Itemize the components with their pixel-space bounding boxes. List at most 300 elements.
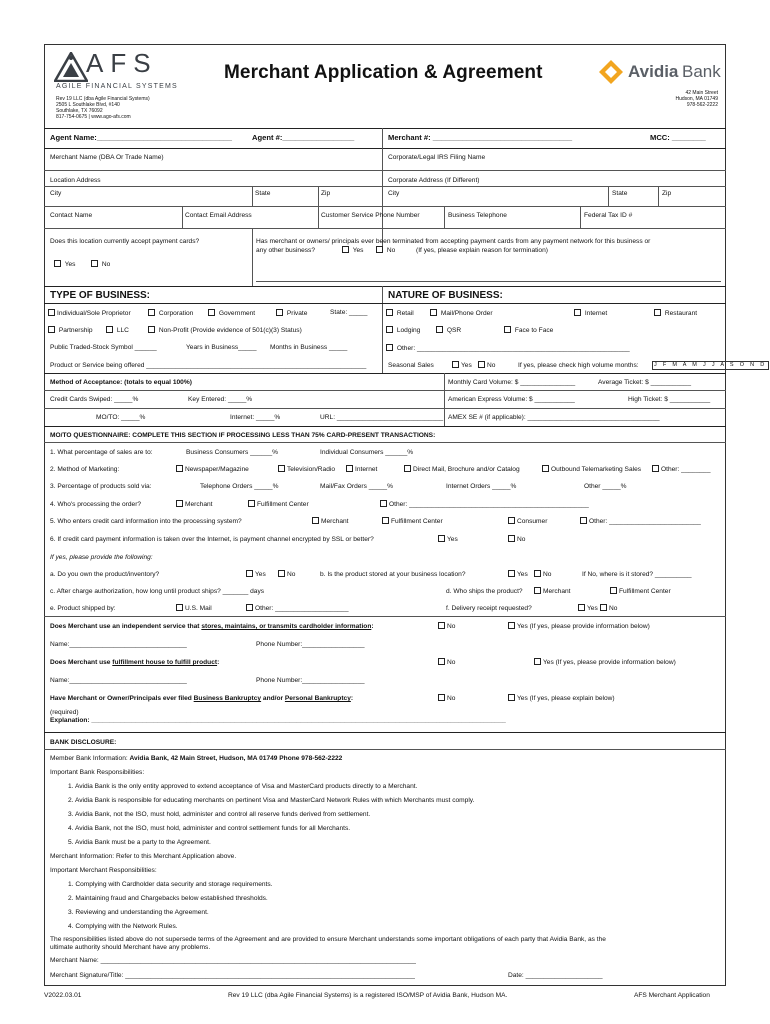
divider [44,148,726,149]
merchant-information: Merchant Information: Refer to this Merchant Application above. [50,853,237,860]
partnership-option[interactable] [48,326,93,335]
divider [44,442,726,443]
nature-of-business-header: NATURE OF BUSINESS: [388,290,503,301]
checkbox[interactable] [246,570,253,577]
q5-label: 5. Who enters credit card information into the processing system? [50,518,242,525]
divider [44,373,726,374]
q2-label: 2. Method of Marketing: [50,466,120,473]
divider [44,286,726,287]
q2-other[interactable] [652,465,711,474]
divider [608,186,609,206]
checkbox[interactable] [278,465,285,472]
label: Yes (If yes, please explain below) [517,695,615,702]
checkbox[interactable] [106,326,113,333]
label: Other: ________ [661,466,711,473]
text: and/or [261,695,285,702]
checkbox[interactable] [386,309,393,316]
q3-mail-fax[interactable]: Mail/Fax Orders _____% [320,483,393,490]
checkbox[interactable] [278,570,285,577]
label: Yes (If yes, please provide information below) [543,659,676,666]
restaurant-option[interactable] [654,309,697,318]
q2-internet[interactable] [346,465,377,474]
divider [318,186,319,206]
label: Individual/Sole Proprietor [57,310,131,317]
divider [382,148,383,248]
agent-number-field[interactable]: Agent #:_________________ [252,133,355,142]
qc-field[interactable]: c. After charge authorization, how long until product ships? _______ days [50,588,265,595]
q3-telephone[interactable]: Telephone Orders _____% [200,483,279,490]
checkbox[interactable] [508,570,515,577]
footer-center-text: Rev 19 LLC (dba Agile Financial Systems) is a registered ISO/MSP of Avidia Bank, Hudson MA. [228,992,508,999]
months-in-business-field[interactable]: Months in Business _____ [270,344,348,351]
product-service-field[interactable]: Product or Service being offered ____________________________________________________________ [50,362,367,369]
qb-yes[interactable] [508,570,528,579]
qa-label: a. Do you own the product/inventory? [50,571,160,578]
label: QSR [446,327,462,334]
amex-volume-field[interactable]: American Express Volume: $ ___________ [448,396,575,403]
accept-no-option[interactable] [91,260,110,269]
merchant-name-field[interactable]: Merchant Name (DBA Or Trade Name) [50,154,164,161]
divider [658,186,659,206]
checkbox[interactable] [208,309,215,316]
fulfillment-question [50,659,219,667]
merchant-item-4: 4. Complying with the Network Rules. [68,923,178,930]
label: Fulfillment Center [391,518,443,525]
divider [44,732,726,733]
avidia-name: Avidia [628,62,679,81]
application-page [44,44,767,1024]
label: No [517,536,526,543]
divider [252,186,253,206]
bankruptcy-no[interactable] [438,694,455,703]
q5-consumer[interactable] [508,517,547,526]
qb-label: b. Is the product stored at your business location? [320,571,466,578]
text: : [350,695,354,702]
label: Lodging [396,327,421,334]
checkbox[interactable] [148,326,155,333]
individual-option[interactable] [48,309,131,318]
label: Mail/Phone Order [440,310,493,317]
q4-fulfillment[interactable] [248,500,309,509]
checkbox[interactable] [574,309,581,316]
checkbox[interactable] [246,604,253,611]
checkbox[interactable] [276,309,283,316]
seasonal-no-option[interactable] [478,361,495,370]
label: Other: _________________________________________________ [389,501,589,508]
contact-email-field[interactable]: Contact Email Address [185,212,252,219]
label: No [447,659,456,666]
label: Merchant [543,588,571,595]
terminated-no-option[interactable] [376,246,395,255]
label: No [609,605,618,612]
checkbox[interactable] [438,694,445,701]
label: Merchant [321,518,349,525]
afs-brand: AFS [86,48,158,78]
footer-right-text: AFS Merchant Application [634,992,710,999]
q4-other[interactable] [380,500,589,509]
label: LLC [116,327,129,334]
checkbox[interactable] [508,517,515,524]
q4-merchant[interactable] [176,500,213,509]
state-field[interactable]: State [255,190,271,197]
divider [44,228,726,229]
member-bank-info [50,755,342,763]
merchant-item-2: 2. Maintaining fraud and Chargebacks below established thresholds. [68,895,268,902]
text: fulfillment house to fulfill product [112,659,218,666]
checkbox[interactable] [542,465,549,472]
independent-name-field[interactable]: Name:________________________________ [50,641,187,648]
other-option[interactable] [386,344,630,353]
merchant-name-sign-field[interactable]: Merchant Name: ______________________________________________________________________________________ [50,957,416,964]
divider [182,206,183,228]
agent-name-field[interactable]: Agent Name:________________________________ [50,133,232,142]
checkbox[interactable] [346,465,353,472]
contact-name-field[interactable]: Contact Name [50,212,93,219]
method-of-acceptance-label: Method of Acceptance: (totals to equal 100%) [50,379,192,386]
merchant-number-field[interactable]: Merchant #: _________________________________ [388,133,573,142]
label: No [447,623,456,630]
label: Partnership [58,327,93,334]
checkbox[interactable] [176,465,183,472]
checkbox[interactable] [91,260,98,267]
divider [44,616,726,617]
afs-logo-icon [54,52,88,82]
label: No [543,571,552,578]
merchant-responsibilities-header: Important Merchant Responsibilities: [50,867,157,874]
q1-individual[interactable]: Individual Consumers ______% [320,449,414,456]
label: No [447,695,456,702]
qd-fulfillment[interactable] [610,587,671,596]
divider [44,390,726,391]
divider [44,170,726,171]
checkbox[interactable] [380,500,387,507]
nonprofit-option[interactable] [148,326,302,335]
merchant-item-3: 3. Reviewing and understanding the Agreement. [68,909,209,916]
label: Other: ____________________ [255,605,349,612]
bank-address-2: Hudson, MA 01749 [675,96,718,102]
q6-label: 6. If credit card payment information is taken over the Internet, is payment channel encrypted by SSL or better? [50,536,374,543]
q6-yes[interactable] [438,535,458,544]
q3-internet[interactable]: Internet Orders _____% [446,483,517,490]
checkbox[interactable] [148,309,155,316]
checkbox[interactable] [386,344,393,351]
type-of-business-header: TYPE OF BUSINESS: [50,290,151,301]
seasonal-sales-label: Seasonal Sales [388,362,434,369]
q1-business[interactable]: Business Consumers ______% [186,449,278,456]
zip-field[interactable]: Zip [321,190,331,197]
city-field[interactable]: City [50,190,62,197]
checkbox[interactable] [438,622,445,629]
qe-mail[interactable] [176,604,212,613]
checkbox[interactable] [382,517,389,524]
qf-no[interactable] [600,604,617,613]
corporation-option[interactable] [148,309,193,318]
bank-item-1: 1. Avidia Bank is the only entity approved to extend acceptance of Visa and MasterCard products directly to a Merchant. [68,783,418,790]
afs-address-1: Rev 19 LLC (dba Agile Financial Systems) [56,96,150,102]
checkbox[interactable] [534,570,541,577]
bank-responsibilities-header: Important Bank Responsibilities: [50,769,145,776]
label: U.S. Mail [185,605,212,612]
avidia-logo-icon [598,59,624,85]
checkbox[interactable] [534,587,541,594]
qf-label: f. Delivery receipt requested? [446,605,532,612]
qa-yes[interactable] [246,570,266,579]
q1-label: 1. What percentage of sales are to: [50,449,153,456]
checkbox[interactable] [578,604,585,611]
divider [252,228,253,286]
qf-yes[interactable] [578,604,598,613]
label: Yes [461,362,472,369]
private-option[interactable] [276,309,307,318]
checkbox[interactable] [438,535,445,542]
high-ticket-field[interactable]: High Ticket: $ ___________ [628,396,711,403]
divider [44,408,726,409]
independent-service-question [50,623,374,631]
qe-other[interactable] [246,604,349,613]
qd-merchant[interactable] [534,587,571,596]
internet-option[interactable] [574,309,607,318]
location-address-field[interactable]: Location Address [50,177,101,184]
checkbox[interactable] [580,517,587,524]
page-title: Merchant Application & Agreement [224,62,543,83]
text: stores, maintains, or transmits cardholder information [201,623,372,630]
amex-se-field[interactable]: AMEX SE # (if applicable): ____________________________________ [448,414,660,421]
terminated-question: Has merchant or owners/ principals ever been terminated from accepting payment cards from any payment network for this business or [256,238,651,245]
label: Internet [584,310,608,317]
checkbox[interactable] [504,326,511,333]
federal-tax-id-field[interactable]: Federal Tax ID # [584,212,633,219]
checkbox[interactable] [342,246,349,253]
if-yes-note: If yes, please provide the following: [50,554,153,561]
checkbox[interactable] [176,604,183,611]
keyed-field[interactable]: Key Entered: _____% [188,396,253,403]
corporate-address-field[interactable]: Corporate Address (If Different) [388,177,480,184]
text: : [371,623,374,630]
label: Direct Mail, Brochure and/or Catalog [413,466,520,473]
moto-header: MO/TO QUESTIONNAIRE: COMPLETE THIS SECTION IF PROCESSING LESS THAN 75% CARD-PRESENT TRANSACTIONS: [50,432,436,439]
text: : [217,659,220,666]
divider [44,749,726,750]
label: Yes [517,571,528,578]
merchant-item-1: 1. Complying with Cardholder data security and storage requirements. [68,881,273,888]
checkbox[interactable] [478,361,485,368]
checkbox[interactable] [54,260,61,267]
fulfillment-name-field[interactable]: Name:________________________________ [50,677,187,684]
fulfillment-no[interactable] [438,658,455,667]
label: Private [286,310,308,317]
bank-address-3: 978-562-2222 [686,102,718,108]
qb-where-field[interactable]: If No, where is it stored? __________ [582,571,692,578]
afs-subtitle: AGILE FINANCIAL SYSTEMS [56,83,178,90]
label: No [287,571,296,578]
terminated-yes-option[interactable] [342,246,363,255]
label: Corporation [158,310,194,317]
fulfillment-phone-field[interactable]: Phone Number:_________________ [256,677,365,684]
checkbox[interactable] [376,246,383,253]
moto-field[interactable]: MO/TO: _____% [96,414,146,421]
closing-text-2: ultimate authority should Merchant have any problems. [50,944,211,951]
label: Television/Radio [287,466,336,473]
checkbox[interactable] [430,309,437,316]
q2-tv-radio[interactable] [278,465,335,474]
divider [318,206,319,228]
explain-line[interactable] [256,281,721,282]
independent-no[interactable] [438,622,455,631]
label: Fulfillment Center [257,501,309,508]
qe-label: e. Product shipped by: [50,605,116,612]
divider [44,303,726,304]
q2-direct-mail[interactable] [404,465,520,474]
mcc-field[interactable]: MCC: ________ [650,133,706,142]
seasonal-note: If yes, please check high volume months: [518,362,639,369]
closing-text-1: The responsibilities listed above do not supersede terms of the Agreement and are provided to ensure Merchant understands some important obligations of each party that Avidia Bank, as the [50,936,606,943]
checkbox[interactable] [48,326,55,333]
date-field[interactable]: Date: _____________________ [508,972,603,979]
label: Yes [587,605,598,612]
public-traded-field[interactable]: Public Traded-Stock Symbol ______ [50,344,157,351]
terminated-question-2: any other business? [256,247,316,254]
checkbox[interactable] [508,694,515,701]
url-field[interactable]: URL: _____________________________ [320,414,444,421]
face-to-face-option[interactable] [504,326,553,335]
text: Avidia Bank, 42 Main Street, Hudson, MA 01749 Phone 978-562-2222 [129,755,343,762]
terminated-note: (If yes, please explain reason for termination) [416,247,548,254]
text: Member Bank Information: [50,755,130,762]
label: Internet [355,466,378,473]
checkbox[interactable] [654,309,661,316]
qa-no[interactable] [278,570,295,579]
yes-label: Yes [352,247,364,254]
divider [580,206,581,228]
bank-item-5: 5. Avidia Bank must be a party to the Agreement. [68,839,211,846]
checkbox[interactable] [312,517,319,524]
lodging-option[interactable] [386,326,420,335]
label: No [487,362,496,369]
q5-merchant[interactable] [312,517,349,526]
label: Government [218,310,256,317]
checkbox[interactable] [404,465,411,472]
yes-label: Yes [64,261,76,268]
average-ticket-field[interactable]: Average Ticket: $ ___________ [598,379,691,386]
bank-address-1: 42 Main Street [685,90,718,96]
q5-other[interactable] [580,517,701,526]
required-note: (required) [50,709,79,716]
q2-telemarketing[interactable] [542,465,641,474]
accept-cards-question: Does this location currently accept payment cards? [50,238,200,245]
corp-zip-field[interactable]: Zip [662,190,672,197]
internet-field[interactable]: Internet: _____% [230,414,281,421]
qb-no[interactable] [534,570,551,579]
checkbox[interactable] [610,587,617,594]
label: Yes [447,536,458,543]
version-label: V2022.03.01 [44,992,82,999]
bankruptcy-question [50,695,353,703]
divider [44,206,726,207]
label: Other: __________________________________________________________ [396,345,630,352]
checkbox[interactable] [652,465,659,472]
avidia-bank-word: Bank [682,62,721,81]
q6-no[interactable] [508,535,525,544]
afs-address-2: 2505 L Southlake Blvd, #140 [56,102,120,108]
divider [382,286,383,373]
label: Merchant [185,501,213,508]
merchant-signature-field[interactable]: Merchant Signature/Title: _______________________________________________________________________________ [50,972,415,979]
text: Does Merchant use [50,659,113,666]
text: Does Merchant use an independent service that [50,623,202,630]
corp-city-field[interactable]: City [388,190,400,197]
text: Personal Bankruptcy [284,695,351,702]
checkbox[interactable] [248,500,255,507]
label: Face to Face [514,327,554,334]
q4-label: 4. Who's processing the order? [50,501,142,508]
checkbox[interactable] [438,658,445,665]
bankruptcy-yes[interactable] [508,694,615,703]
label: Yes [255,571,266,578]
no-label: No [386,247,396,254]
high-volume-months[interactable]: J F M A M J J A S O N D [654,362,767,368]
checkbox[interactable] [386,326,393,333]
divider [44,426,726,427]
checkbox[interactable] [48,309,55,316]
checkbox[interactable] [534,658,541,665]
label: Fulfillment Center [619,588,671,595]
q2-newspaper[interactable] [176,465,249,474]
bank-disclosure-header: BANK DISCLOSURE: [50,739,117,746]
afs-address-4: 817-754-0675 | www.ago-afs.com [56,114,131,120]
government-option[interactable] [208,309,255,318]
swiped-field[interactable]: Credit Cards Swiped: _____% [50,396,139,403]
accept-yes-option[interactable] [54,260,75,269]
checkbox[interactable] [508,535,515,542]
label: Restaurant [664,310,698,317]
retail-option[interactable] [386,309,414,318]
years-in-business-field[interactable]: Years in Business_____ [186,344,257,351]
no-label: No [101,261,111,268]
fulfillment-yes[interactable] [534,658,676,667]
independent-yes[interactable] [508,622,650,631]
business-telephone-field[interactable]: Business Telephone [448,212,507,219]
q5-fulfillment[interactable] [382,517,443,526]
mail-phone-option[interactable] [430,309,493,318]
q3-other[interactable]: Other _____% [584,483,627,490]
customer-service-phone-field[interactable]: Customer Service Phone Number [321,212,420,219]
qsr-option[interactable] [436,326,461,335]
explanation-field[interactable]: Explanation: _________________________________________________________________________________________________________________ [50,717,506,724]
checkbox[interactable] [176,500,183,507]
llc-option[interactable] [106,326,129,335]
q3-label: 3. Percentage of products sold via: [50,483,152,490]
bank-item-3: 3. Avidia Bank, not the ISO, must hold, administer and control all reserve funds derived from settlement. [68,811,371,818]
seasonal-yes-option[interactable] [452,361,472,370]
label: Retail [396,310,414,317]
divider [444,373,445,426]
independent-phone-field[interactable]: Phone Number:_________________ [256,641,365,648]
checkbox[interactable] [508,622,515,629]
checkbox[interactable] [600,604,607,611]
monthly-volume-field[interactable]: Monthly Card Volume: $ _______________ [448,379,576,386]
checkbox[interactable] [452,361,459,368]
label: Non-Profit (Provide evidence of 501(c)(3) Status) [158,327,302,334]
label: Other: _________________________ [589,518,701,525]
qd-label: d. Who ships the product? [446,588,523,595]
state-field[interactable]: State: _____ [330,309,368,316]
corp-state-field[interactable]: State [612,190,628,197]
label: Yes (If yes, please provide information below) [517,623,650,630]
corporate-name-field[interactable]: Corporate/Legal IRS Filing Name [388,154,486,161]
checkbox[interactable] [436,326,443,333]
divider [44,128,726,129]
text: Have Merchant or Owner/Principals ever filed [50,695,194,702]
